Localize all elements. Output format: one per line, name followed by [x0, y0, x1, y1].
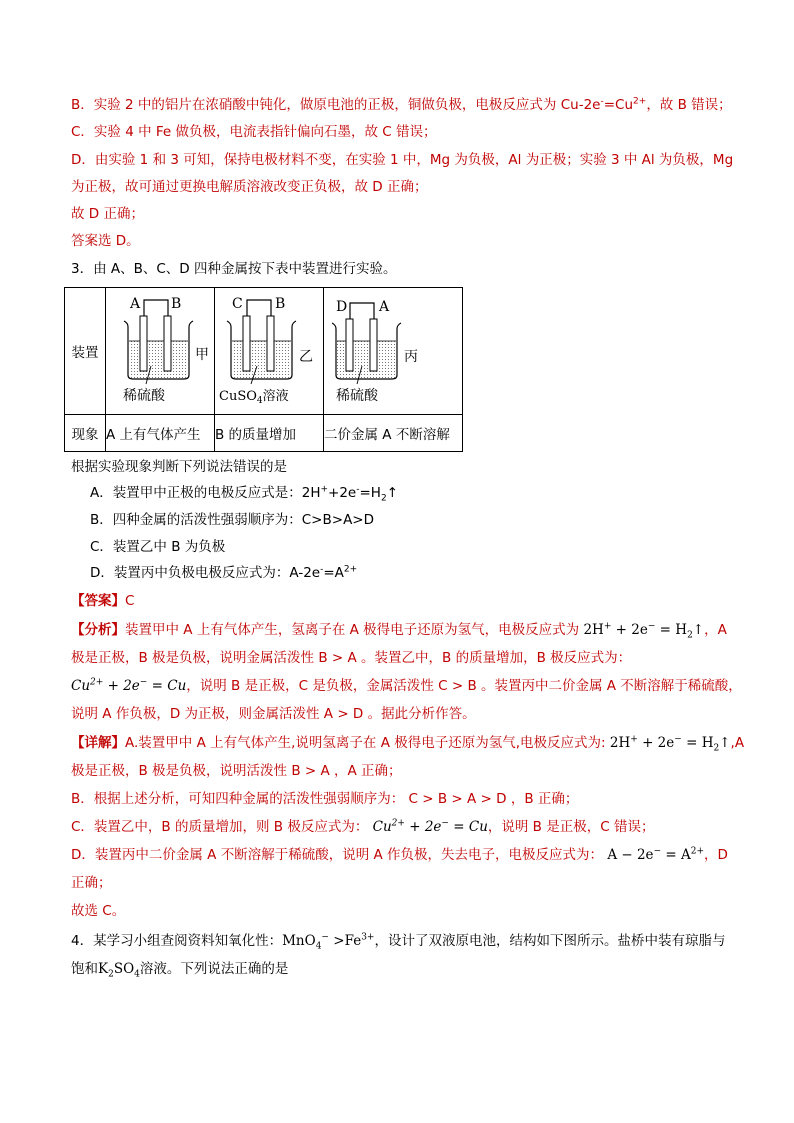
answer-value: C [125, 593, 135, 609]
detail-line-4: C．装置乙中，B 的质量增加，则 B 极反应式为： $Cu^{2+} + 2e^- = Cu$，说明 B 是正极，C 错误； [71, 818, 655, 835]
k2so4-formula: $K_2SO_4$ [98, 961, 140, 980]
analysis-line-3: $Cu^{2+} + 2e^- = Cu$，说明 B 是正极，C 是负极，金属活泼性 C > B 。装置丙中二价金属 A 不断溶解于稀硫酸， [71, 677, 742, 694]
solution-label-bing: 稀硫酸 [336, 387, 378, 404]
solution-label-yi: CuSO$_4$溶液 [219, 388, 289, 406]
answer-line [71, 591, 134, 611]
equation-cu: $Cu^{2+} + 2e^- = Cu$ [71, 677, 187, 694]
beaker-bing-diagram [324, 289, 462, 414]
electrode-label-left: C [232, 295, 243, 312]
solution-label-jia: 稀硫酸 [123, 387, 165, 404]
option-d: D．装置丙中负极电极反应式为：$A-2e^-=A^{2+}$ [90, 564, 358, 581]
phenomenon-bing: 二价金属 A 不断溶解 [324, 415, 463, 452]
answer-c-line: C．实验 4 中 Fe 做负极，电流表指针偏向石墨，故 C 错误； [71, 124, 437, 140]
row-label-apparatus: 装置 [65, 288, 106, 415]
answer-select-line: 答案选 D。 [71, 233, 140, 249]
oxidant-formula: $MnO_4^- >Fe^{3+}$ [282, 932, 375, 952]
apparatus-yi [215, 288, 324, 415]
row-label-phenomenon: 现象 [65, 415, 106, 452]
electrode-label-left: A [130, 295, 141, 312]
option-c: C．装置乙中 B 为负极 [90, 539, 226, 555]
detail-line-6: 正确； [71, 875, 112, 891]
apparatus-name-yi: 乙 [299, 348, 313, 365]
answer-d-line-1: D．由实验 1 和 3 可知，保持电极材料不变，在实验 1 中，Mg 为负极，Al 为正极；实验 3 中 Al 为负极，Mg [71, 152, 734, 168]
q3-stem: 3．由 A、B、C、D 四种金属按下表中装置进行实验。 [71, 261, 397, 277]
option-b: B．四种金属的活泼性强弱顺序为：C>B>A>D [90, 512, 375, 528]
experiment-table [64, 287, 463, 452]
apparatus-bing [324, 288, 463, 415]
equation-a: $A - 2e^- = A^{2+}$ [607, 846, 705, 863]
beaker-yi-diagram [215, 289, 323, 414]
beaker-jia-diagram [106, 289, 214, 414]
phenomenon-jia: A 上有气体产生 [106, 415, 215, 452]
analysis-line-1: 【分析】装置甲中 A 上有气体产生，氢离子在 A 极得电子还原为氢气，电极反应式为 $2H^+ + 2e^- = H_2↑$，A [71, 621, 727, 641]
detail-line-5: D．装置丙中二价金属 A 不断溶解于稀硫酸，说明 A 作负极，失去电子，电极反应式为： $A - 2e^- = A^{2+}$，D [71, 846, 728, 863]
detail-line-2: 极是正极，B 极是负极，说明活泼性 B > A ，A 正确； [71, 763, 402, 779]
electrode-label-left: D [336, 298, 348, 315]
apparatus-name-jia: 甲 [195, 346, 209, 363]
analysis-line-4: 说明 A 作负极，D 为正极，则金属活泼性 A > D 。据此分析作答。 [71, 706, 476, 722]
apparatus-name-bing: 丙 [404, 348, 418, 365]
electrode-label-right: A [379, 298, 390, 315]
detail-line-1: 【详解】A.装置甲中 A 上有气体产生,说明氢离子在 A 极得电子还原为氢气,电极反应式为: $2H^+ + 2e^- = H_2↑,A$ [71, 734, 745, 754]
answer-d-line-2: 为正极，故可通过更换电解质溶液改变正负极，故 D 正确； [71, 179, 428, 195]
detail-line-7: 故选 C。 [71, 903, 126, 919]
electrode-label-right: B [171, 295, 182, 312]
detail-line-3: B．根据上述分析，可知四种金属的活泼性强弱顺序为： C > B > A > D ，B 正确； [71, 791, 579, 807]
q3-prompt: 根据实验现象判断下列说法错误的是 [71, 459, 287, 475]
option-a: A．装置甲中正极的电极反应式是：$2H^++2e^-=H_2↑$ [90, 484, 399, 504]
electrode-label-right: B [275, 295, 286, 312]
analysis-line-2: 极是正极，B 极是负极，说明金属活泼性 B > A 。装置乙中，B 的质量增加，B 极反应式为： [71, 650, 632, 666]
phenomenon-yi: B 的质量增加 [215, 415, 324, 452]
apparatus-jia [106, 288, 215, 415]
answer-d-line-3: 故 D 正确； [71, 206, 144, 222]
q4-line-2: 饱和$K_2SO_4$溶液。下列说法正确的是 [71, 961, 289, 980]
equation-h2: $2H^+ + 2e^- = H_2↑$ [583, 621, 705, 641]
answer-tag: 【答案】 [71, 593, 125, 609]
q4-line-1: 4．某学习小组查阅资料知氧化性：$MnO_4^- >Fe^{3+}$，设计了双液原电池，结构如下图所示。盐桥中装有琼脂与 [71, 932, 726, 952]
answer-b-line: B．实验 2 中的铝片在浓硝酸中钝化，做原电池的正极，铜做负极，电极反应式为 $Cu-2e^-=Cu^{2+}$，故 B 错误； [71, 96, 732, 113]
